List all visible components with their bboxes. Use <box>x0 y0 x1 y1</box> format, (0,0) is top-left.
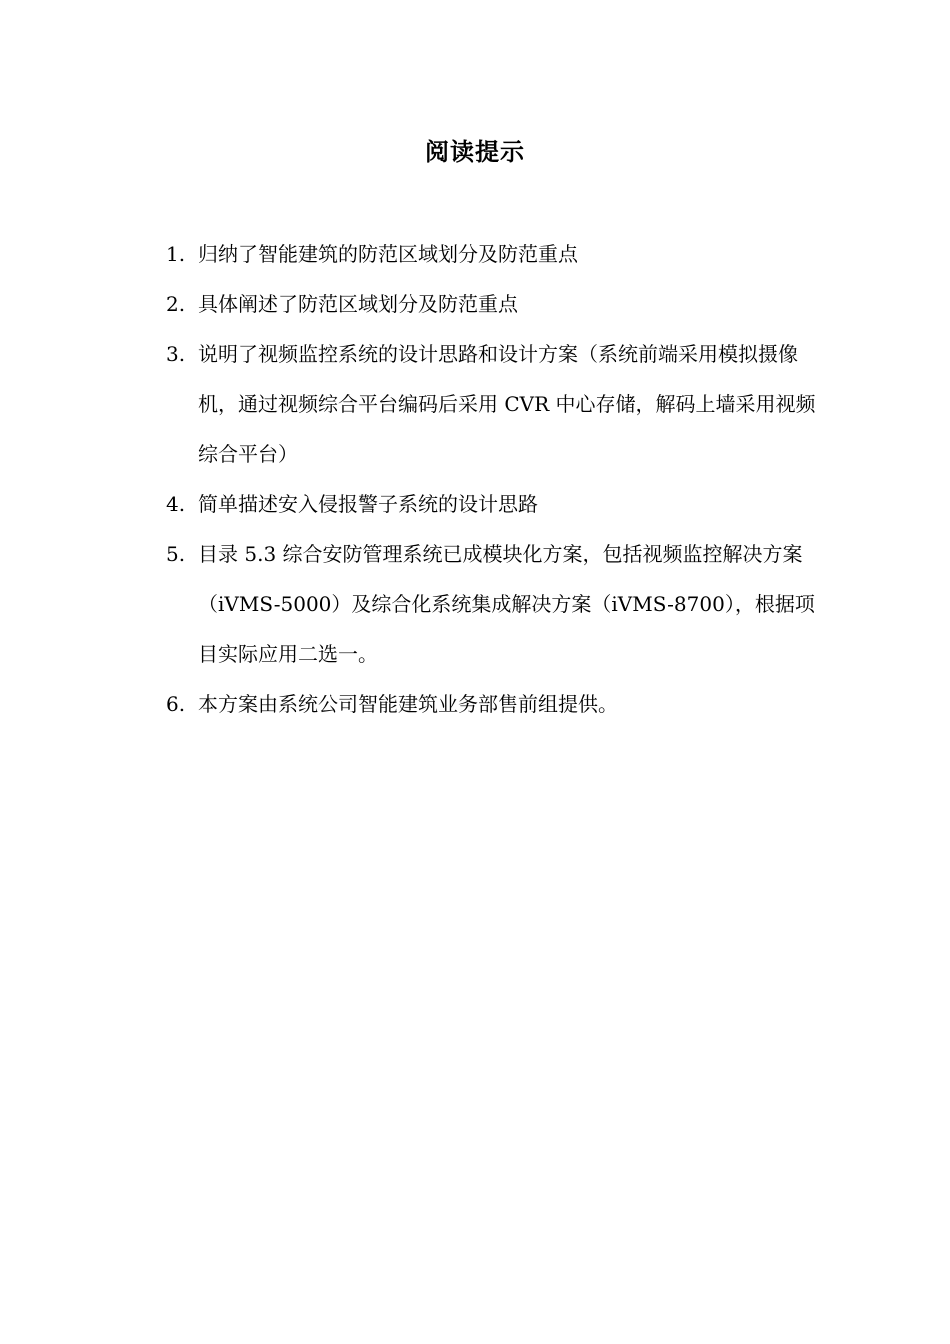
item-text: 简单描述安入侵报警子系统的设计思路 <box>198 492 538 516</box>
item-text: 说明了视频监控系统的设计思路和设计方案（系统前端采用模拟摄像机，通过视频综合平台编码后采用 CVR 中心存储，解码上墙采用视频综合平台） <box>198 342 816 466</box>
list-item <box>166 479 816 529</box>
list-item <box>166 529 816 679</box>
list-item <box>166 679 816 729</box>
item-text: 本方案由系统公司智能建筑业务部售前组提供。 <box>198 692 618 716</box>
item-text: 归纳了智能建筑的防范区域划分及防范重点 <box>198 242 578 266</box>
item-number: 4. <box>166 492 186 516</box>
list-item <box>166 279 816 329</box>
item-number: 3. <box>166 342 186 366</box>
list-item <box>166 329 816 479</box>
item-number: 5. <box>166 542 186 566</box>
page-title: 阅读提示 <box>425 137 525 166</box>
item-text: 目录 5.3 综合安防管理系统已成模块化方案，包括视频监控解决方案（iVMS-5000）及综合化系统集成解决方案（iVMS-8700），根据项目实际应用二选一。 <box>198 542 815 666</box>
item-number: 2. <box>166 292 186 316</box>
list-item <box>166 229 816 279</box>
reading-tips-list <box>166 229 816 729</box>
item-number: 1. <box>166 242 186 266</box>
item-text: 具体阐述了防范区域划分及防范重点 <box>198 292 518 316</box>
item-number: 6. <box>166 692 186 716</box>
